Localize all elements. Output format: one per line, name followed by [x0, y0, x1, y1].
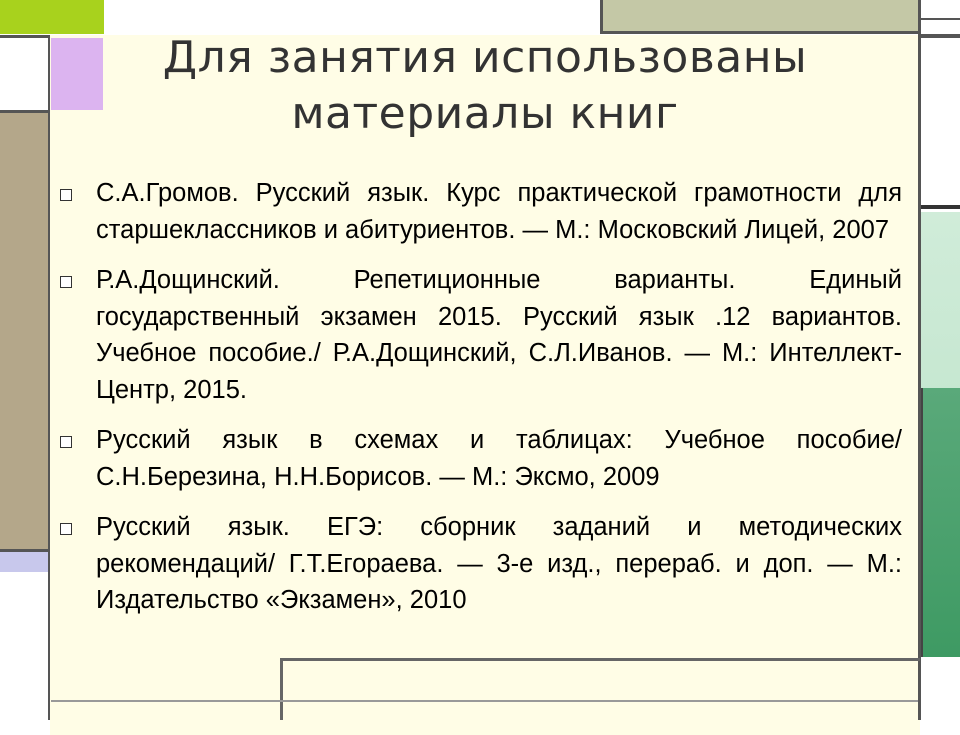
green-block — [921, 388, 960, 657]
book-item-text: Русский язык в схемах и таблицах: Учебное пособие/ С.Н.Березина, Н.Н.Борисов. — М.: Эксмо, 2009 — [96, 426, 902, 491]
square-bullet-icon — [60, 189, 72, 201]
book-item — [60, 422, 902, 495]
square-bullet-icon — [60, 276, 72, 288]
square-bullet-icon — [60, 436, 72, 448]
bottom-line-1 — [280, 658, 920, 661]
book-item — [60, 262, 902, 408]
square-bullet-icon — [60, 523, 72, 535]
pale-blue-strip — [0, 552, 48, 572]
taupe-block — [0, 110, 48, 552]
title-line-2: материалы книг — [291, 88, 679, 139]
top-right-line-2 — [921, 34, 960, 37]
book-item — [60, 509, 902, 619]
book-list — [60, 175, 902, 633]
book-item-text: Р.А.Дощинский. Репетиционные варианты. Единый государственный экзамен 2015. Русский язык .12 вариантов. Учебное пособие./ Р.А.Дощинский, С.Л.Иванов. — М.: Интеллект-Центр, 2015. — [96, 266, 902, 404]
lime-block — [0, 0, 104, 34]
bottom-line-2 — [51, 700, 918, 702]
book-item — [60, 175, 902, 248]
mid-right-line — [921, 205, 960, 209]
bottom-vline — [280, 658, 283, 720]
title-line-1: Для занятия использованы — [162, 32, 808, 83]
book-item-text: С.А.Громов. Русский язык. Курс практической грамотности для старшеклассников и абитуриентов. — М.: Московский Лицей, 2007 — [96, 179, 902, 244]
book-item-text: Русский язык. ЕГЭ: сборник заданий и методических рекомендаций/ Г.Т.Егораева. — 3-е изд., перераб. и доп. — М.: Издательство «Экзамен», 2010 — [96, 513, 902, 614]
slide-title — [50, 30, 920, 142]
top-sage-block — [600, 0, 918, 34]
top-right-line-1 — [921, 18, 960, 20]
